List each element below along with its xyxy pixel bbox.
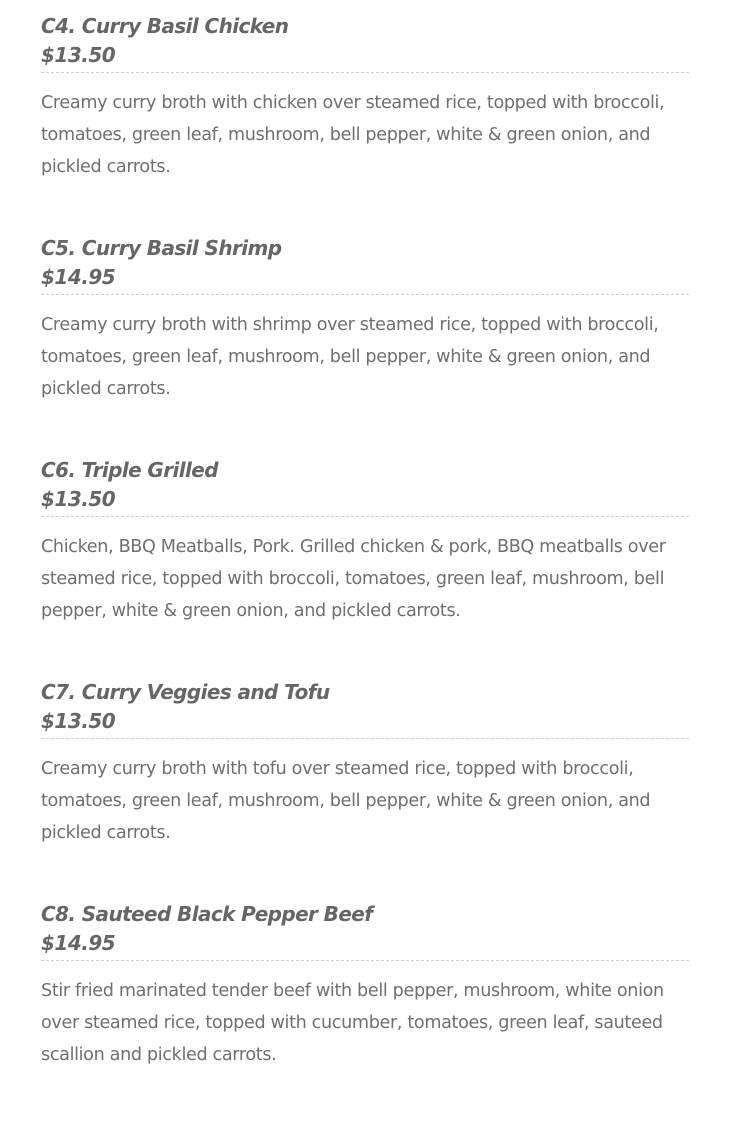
item-description: Stir fried marinated tender beef with bell pepper, mushroom, white onion over steamed rice, topped with cucumber, tomatoes, green leaf, sauteed scallion and pickled carrots. — [41, 981, 664, 1065]
item-divider — [41, 738, 689, 739]
item-divider — [41, 516, 689, 517]
item-price: $13.50 — [41, 487, 116, 511]
menu-item-c8 — [41, 900, 689, 1122]
item-divider — [41, 294, 689, 295]
item-description: Creamy curry broth with shrimp over steamed rice, topped with broccoli, tomatoes, green leaf, mushroom, bell pepper, white & green onion, and pickled carrots. — [41, 315, 659, 399]
menu-item-c7 — [41, 678, 689, 900]
item-divider — [41, 72, 689, 73]
menu-item-c4 — [41, 12, 689, 234]
item-name: C5. Curry Basil Shrimp — [41, 236, 282, 260]
item-name: C4. Curry Basil Chicken — [41, 14, 289, 38]
item-price: $13.50 — [41, 709, 116, 733]
item-name: C6. Triple Grilled — [41, 458, 218, 482]
menu-item-c5 — [41, 234, 689, 456]
item-description: Chicken, BBQ Meatballs, Pork. Grilled chicken & pork, BBQ meatballs over steamed rice, topped with broccoli, tomatoes, green leaf, mushroom, bell pepper, white & green onion, and pickled carrots. — [41, 537, 666, 621]
menu-list — [41, 12, 689, 1122]
item-description: Creamy curry broth with chicken over steamed rice, topped with broccoli, tomatoes, green leaf, mushroom, bell pepper, white & green onion, and pickled carrots. — [41, 93, 665, 177]
item-price: $14.95 — [41, 265, 116, 289]
item-divider — [41, 960, 689, 961]
menu-item-c6 — [41, 456, 689, 678]
item-name: C7. Curry Veggies and Tofu — [41, 680, 330, 704]
item-name: C8. Sauteed Black Pepper Beef — [41, 902, 373, 926]
item-price: $14.95 — [41, 931, 116, 955]
item-description: Creamy curry broth with tofu over steamed rice, topped with broccoli, tomatoes, green leaf, mushroom, bell pepper, white & green onion, and pickled carrots. — [41, 759, 651, 843]
item-price: $13.50 — [41, 43, 116, 67]
